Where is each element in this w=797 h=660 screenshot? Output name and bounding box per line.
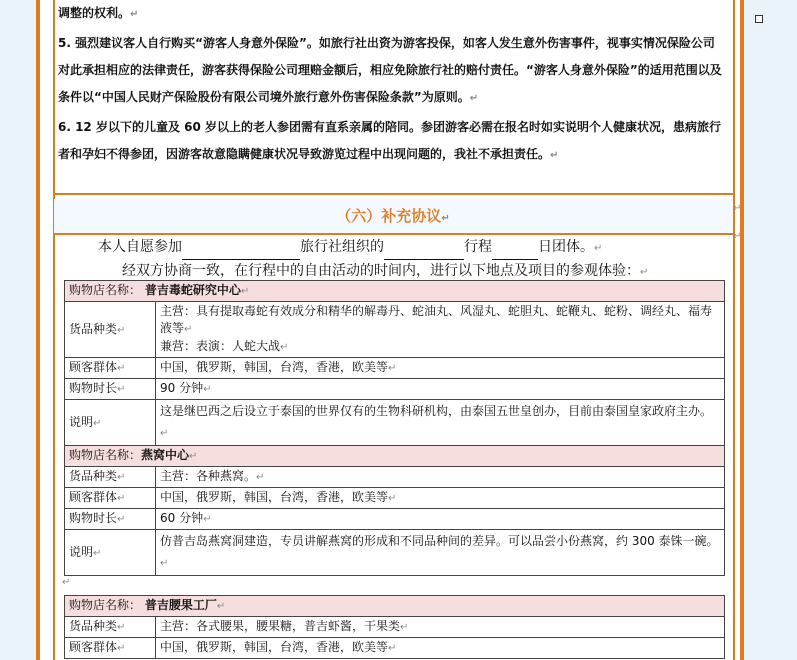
desc-label: 说明↵ — [65, 530, 156, 576]
terms-clauses — [58, 0, 724, 169]
paragraph-mark: ↵ — [733, 231, 742, 242]
shop-table-3 — [64, 595, 725, 659]
table-row — [65, 467, 725, 488]
customers-value[interactable]: 中国，俄罗斯，韩国，台湾，香港，欧美等↵ — [156, 638, 725, 659]
customers-label: 顾客群体↵ — [65, 488, 156, 509]
table-row — [65, 530, 725, 576]
desc-label: 说明↵ — [65, 400, 156, 446]
table-row — [65, 446, 725, 467]
goods-value[interactable]: 主营：各种燕窝。↵ — [156, 467, 725, 488]
resize-handle[interactable] — [755, 15, 763, 23]
duration-value[interactable]: 90 分钟↵ — [156, 379, 725, 400]
clause-6[interactable]: 6. 12 岁以下的儿童及 60 岁以上的老人参团需有直系亲属的陪同。参团游客必需在报名时如实说明个人健康状况，患病旅行者和孕妇不得参团，因游客故意隐瞒健康状况导致游览过程中出现问题的，我社不承担责任。↵ — [58, 120, 722, 161]
desc-value[interactable]: 这是继巴西之后设立于泰国的世界仅有的生物科研机构，由泰国五世皇创办，目前由泰国皇家政府主办。↵ — [156, 400, 725, 446]
blank-date[interactable] — [182, 242, 300, 260]
goods-value[interactable]: 主营：各式腰果，腰果糖，普吉虾酱，干果类↵ — [156, 617, 725, 638]
shop-name-cell[interactable]: 购物店名称： 普吉腰果工厂↵ — [65, 596, 725, 617]
desc-value[interactable]: 仿普吉岛燕窝洞建造，专员讲解燕窝的形成和不同品种间的差异。可以品尝小份燕窝，约 300 泰铢一碗。↵ — [156, 530, 725, 576]
table-row — [65, 400, 725, 446]
blank-route[interactable] — [384, 242, 464, 260]
goods-label: 货品种类↵ — [65, 302, 156, 358]
divider-top — [53, 193, 735, 195]
clause-5[interactable]: 5. 强烈建议客人自行购买“游客人身意外保险”。如旅行社出资为游客投保，如客人发生意外伤害事件，视事实情况保险公司对此承担相应的法律责任，游客获得保险公司理赔金额后，相应免除旅行社的赔付责任。“游客人身意外保险”的适用范围以及条件以“中国人民财产保险股份有限公司境外旅行意外伤害保险条款”为原则。↵ — [58, 36, 722, 104]
customers-label: 顾客群体↵ — [65, 358, 156, 379]
intro-line-2[interactable]: 经双方协商一致，在行程中的自由活动的时间内，进行以下地点及项目的参观体验：↵ — [122, 263, 649, 279]
shop-table-1 — [64, 280, 725, 446]
table-row — [65, 596, 725, 617]
table-row — [65, 488, 725, 509]
divider-bottom — [53, 233, 735, 235]
table-row — [65, 358, 725, 379]
table-row — [65, 509, 725, 530]
blank-days[interactable] — [492, 242, 538, 260]
agreement-intro[interactable] — [58, 236, 728, 284]
table-row — [65, 281, 725, 302]
table-row — [65, 638, 725, 659]
goods-label: 货品种类↵ — [65, 617, 156, 638]
frame-line-right — [733, 0, 735, 660]
paragraph-mark: ↵ — [733, 203, 742, 214]
intro-line-1[interactable]: 本人自愿参加 旅行社组织的 行程 日团体。↵ — [58, 236, 728, 260]
customers-value[interactable]: 中国，俄罗斯，韩国，台湾，香港，欧美等↵ — [156, 358, 725, 379]
document-page — [36, 0, 744, 660]
customers-value[interactable]: 中国，俄罗斯，韩国，台湾，香港，欧美等↵ — [156, 488, 725, 509]
shop-table-2 — [64, 445, 725, 576]
table-row — [65, 302, 725, 358]
table-row — [65, 379, 725, 400]
customers-label: 顾客群体↵ — [65, 638, 156, 659]
goods-label: 货品种类↵ — [65, 467, 156, 488]
section-title[interactable]: （六）补充协议↵ — [54, 199, 732, 233]
shop-name-cell[interactable]: 购物店名称：燕窝中心↵ — [65, 446, 725, 467]
goods-value[interactable]: 主营：具有提取毒蛇有效成分和精华的解毒丹、蛇油丸、风湿丸、蛇胆丸、蛇鞭丸、蛇粉、调经丸、福寿液等↵ 兼营：表演：人蛇大战↵ — [156, 302, 725, 358]
duration-value[interactable]: 60 分钟↵ — [156, 509, 725, 530]
paragraph-mark: ↵ — [62, 577, 71, 588]
frame-line-left — [53, 0, 55, 660]
clause-tail[interactable]: 调整的权利。↵ — [58, 6, 139, 20]
duration-label: 购物时长↵ — [65, 509, 156, 530]
duration-label: 购物时长↵ — [65, 379, 156, 400]
table-row — [65, 617, 725, 638]
shop-name-cell[interactable]: 购物店名称： 普吉毒蛇研究中心↵ — [65, 281, 725, 302]
